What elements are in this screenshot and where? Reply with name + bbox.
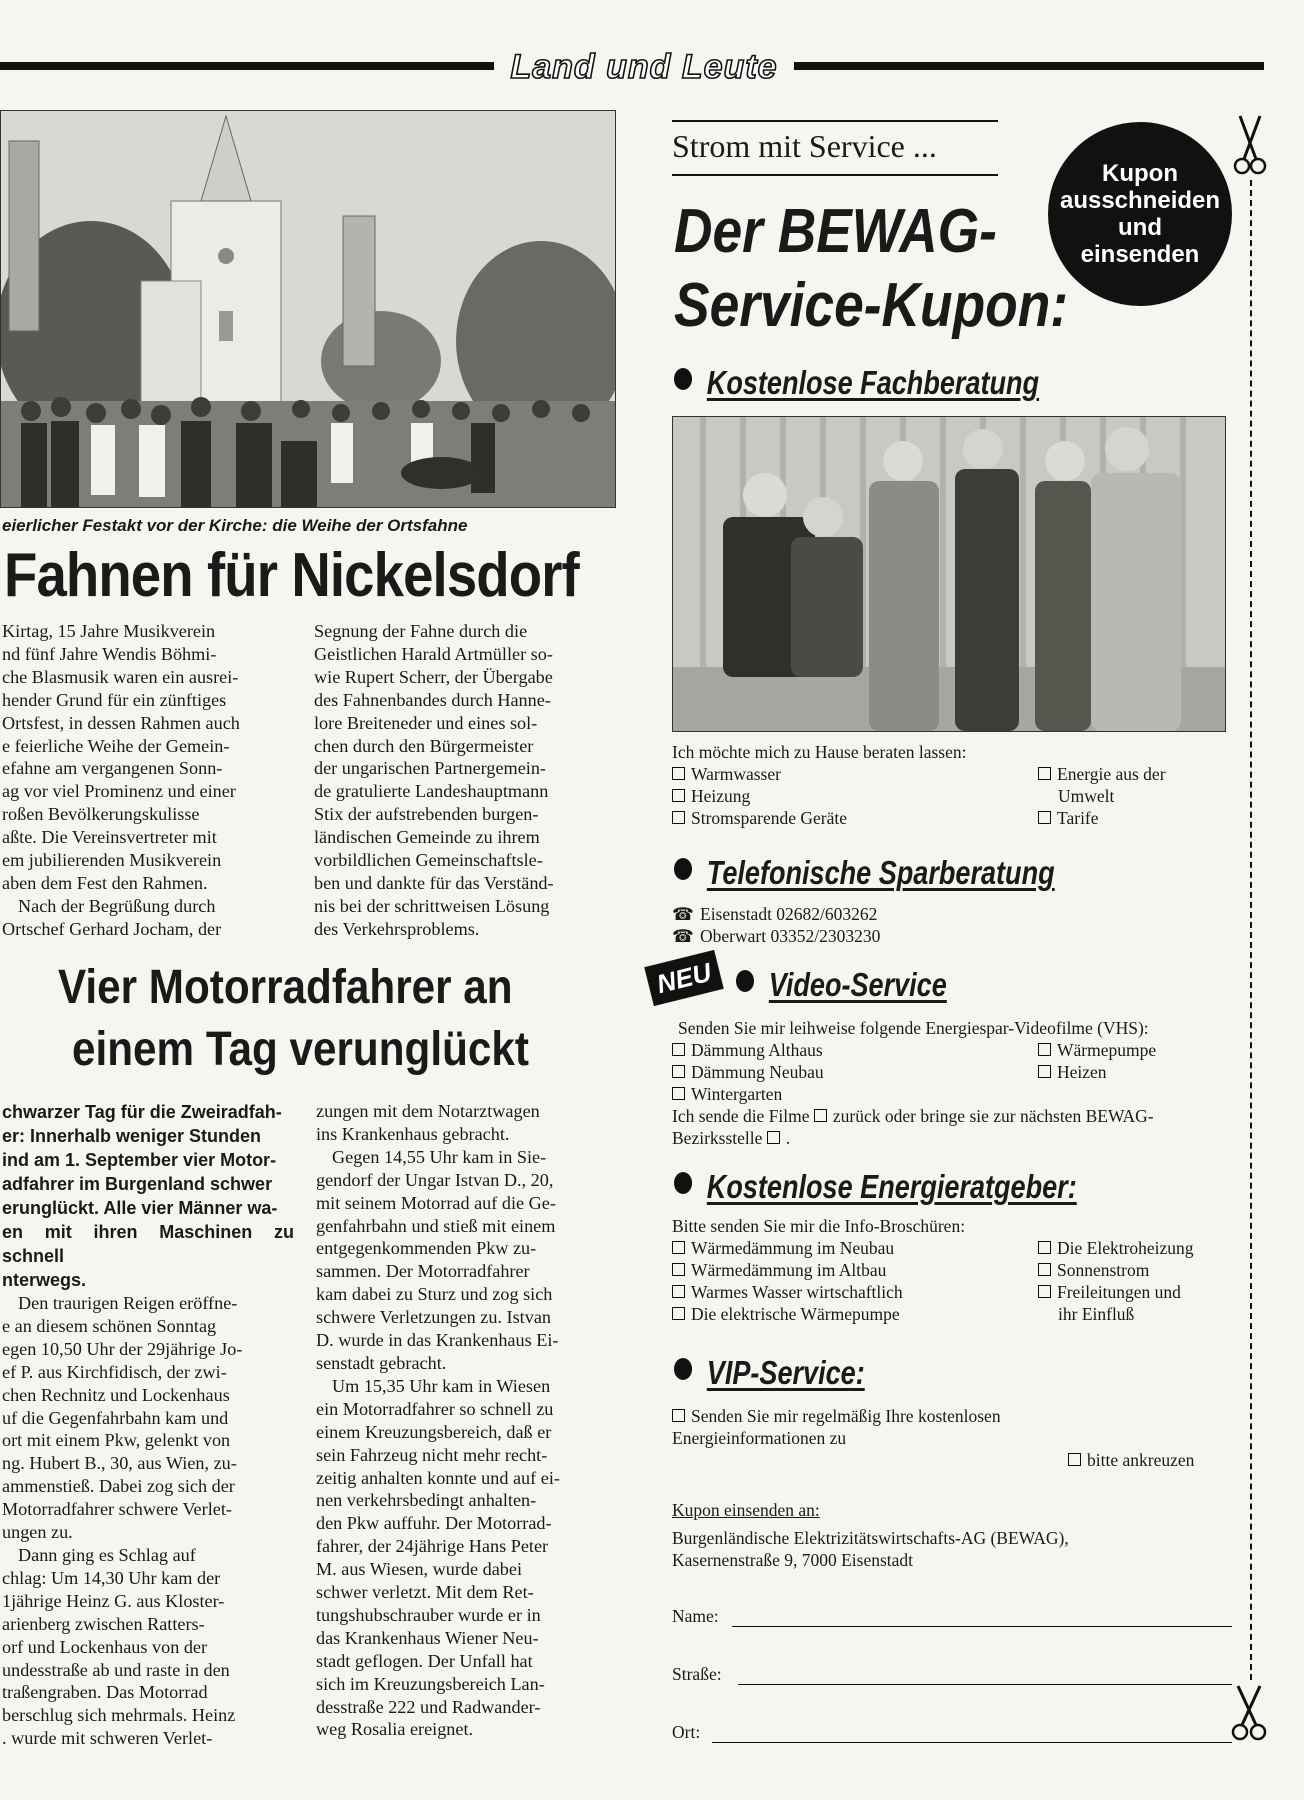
text-line: Den traurigen Reigen eröffne- — [18, 1293, 238, 1313]
text-line: ag vor viel Prominenz und einer — [2, 781, 236, 802]
text-line: ammenstieß. Dabei zog sich der — [2, 1476, 235, 1497]
tick-hint — [1068, 1450, 1194, 1472]
article1-col2 — [314, 620, 616, 942]
text-line: Ortschef Gerhard Jocham, der — [2, 918, 222, 939]
cutout-badge — [1048, 122, 1232, 306]
article2-col1 — [2, 1100, 294, 1750]
checkbox-icon[interactable] — [1038, 1285, 1051, 1298]
church-ceremony-photo — [0, 110, 616, 508]
text-line: ng. Hubert B., 30, aus Wien, zu- — [2, 1453, 237, 1474]
text-line: Segnung der Fahne durch die — [314, 621, 528, 641]
vip-option-cont: Energieinformationen zu — [672, 1428, 847, 1448]
text-line: che Blasmusik waren ein ausrei- — [2, 666, 239, 687]
text-line: aben dem Fest den Rahmen. — [2, 872, 208, 893]
checkbox-icon[interactable] — [1038, 811, 1051, 824]
checkbox-icon[interactable] — [672, 1409, 685, 1422]
checkbox-icon[interactable] — [767, 1131, 780, 1144]
checkbox-icon[interactable] — [1038, 1043, 1051, 1056]
phone-icon: ☎ — [672, 926, 694, 946]
option-label: Senden Sie mir regelmäßig Ihre kostenlosen — [691, 1406, 1001, 1426]
bullet-icon — [674, 858, 692, 880]
text-line: roßen Bevölkerungskulisse — [2, 804, 200, 825]
vip-option[interactable] — [672, 1406, 1001, 1428]
team-photo — [672, 416, 1226, 732]
text-line: 1jährige Heinz G. aus Kloster- — [2, 1590, 225, 1611]
text-line: ein Motorradfahrer so schnell zu — [316, 1398, 554, 1419]
option-label: Wintergarten — [691, 1084, 783, 1104]
option-label: Wärmepumpe — [1057, 1040, 1157, 1060]
text-line: des Fahnenbandes durch Hanne- — [314, 689, 551, 710]
text-line: nd fünf Jahre Wendis Böhmi- — [2, 643, 217, 664]
checkbox-icon[interactable] — [672, 789, 685, 802]
scissors-icon — [1230, 112, 1270, 176]
return-text: . — [785, 1128, 791, 1148]
phone-icon: ☎ — [672, 904, 694, 924]
text-line: lore Breiteneder und eines sol- — [314, 712, 538, 733]
text-line: nis bei der schrittweisen Lösung — [314, 895, 550, 916]
checkbox-icon[interactable] — [672, 767, 685, 780]
video-return-line2 — [672, 1128, 790, 1150]
option-label: Dämmung Neubau — [691, 1062, 824, 1082]
name-label: Name: — [672, 1606, 719, 1626]
street-field[interactable] — [738, 1684, 1232, 1685]
return-text: zurück oder bringe sie zur nächsten BEWAG- — [832, 1106, 1154, 1126]
badge-line: einsenden — [1080, 241, 1200, 268]
text-line: . wurde mit schweren Verlet- — [2, 1728, 213, 1749]
checkbox-icon[interactable] — [672, 1285, 685, 1298]
text-line: vorbildlichen Gemeinschaftsle- — [314, 850, 543, 871]
text-line: sammen. Der Motorradfahrer — [316, 1261, 530, 1282]
section-fachberatung-heading — [674, 364, 1039, 402]
option-label: Warmwasser — [691, 764, 781, 784]
text-line: em jubilierenden Musikverein — [2, 850, 222, 871]
text-line: schwer verletzt. Mit dem Ret- — [316, 1582, 534, 1603]
city-field[interactable] — [712, 1742, 1232, 1743]
text-line: chen durch den Bürgermeister — [314, 735, 534, 756]
text-line: aßte. Die Vereinsvertreter mit — [2, 827, 217, 848]
heading-text: Kostenlose Energieratgeber: — [706, 1168, 1077, 1205]
article1-col1 — [2, 620, 292, 942]
option-stromsparende-geraete[interactable] — [672, 808, 847, 830]
text-line: wie Rupert Scherr, der Übergabe — [314, 666, 553, 687]
badge-line: Kupon — [1102, 160, 1178, 187]
checkbox-icon[interactable] — [672, 1263, 685, 1276]
text-line: genfahrbahn und stieß mit einem — [316, 1215, 556, 1236]
lead-line: erunglückt. Alle vier Männer wa- — [2, 1198, 278, 1218]
text-line: de gratulierte Landeshauptmann — [314, 781, 549, 802]
article2-lead — [2, 1100, 294, 1292]
checkbox-icon[interactable] — [1038, 1065, 1051, 1078]
option-label: Dämmung Althaus — [691, 1040, 823, 1060]
text-line: fahrer, der 24jährige Hans Peter — [316, 1536, 549, 1557]
text-line: ef P. aus Kirchfidisch, der zwi- — [2, 1361, 227, 1382]
option-waermedaemmung-neubau[interactable] — [672, 1238, 894, 1260]
option-freileitungen[interactable] — [1038, 1282, 1181, 1304]
option-warmes-wasser[interactable] — [672, 1282, 903, 1304]
option-waermedaemmung-altbau[interactable] — [672, 1260, 886, 1282]
scissors-icon — [1228, 1680, 1272, 1744]
text-line: sich im Kreuzungsbereich Lan- — [316, 1673, 545, 1694]
name-field[interactable] — [732, 1626, 1232, 1627]
text-line: nen verkehrsbedingt anhalten- — [316, 1490, 537, 1511]
text-line: orf und Lockenhaus von der — [2, 1636, 208, 1657]
section-energieratgeber-heading — [674, 1168, 1077, 1206]
lead-line: en mit ihren Maschinen zu schnell — [2, 1222, 294, 1266]
section-title: Land und Leute — [510, 48, 778, 86]
coupon-kicker: Strom mit Service ... — [672, 128, 937, 164]
option-elektrische-waermepumpe[interactable] — [672, 1304, 900, 1326]
text-line: kam dabei zu Sturz und zog sich — [316, 1284, 553, 1305]
phone-eisenstadt[interactable] — [672, 904, 877, 926]
text-line: den Pkw auffuhr. Der Motorrad- — [316, 1513, 552, 1534]
checkbox-icon[interactable] — [814, 1109, 827, 1122]
checkbox-icon[interactable] — [1038, 767, 1051, 780]
street-label: Straße: — [672, 1664, 722, 1684]
text-line: Um 15,35 Uhr kam in Wiesen — [332, 1375, 551, 1396]
text-line: zeitig anhalten konnte und auf ei- — [316, 1467, 560, 1488]
phone-oberwart[interactable] — [672, 926, 880, 948]
text-line: Dann ging es Schlag auf — [18, 1544, 196, 1565]
article2-headline-line2: einem Tag verunglückt — [72, 1023, 529, 1076]
text-line: Gegen 14,55 Uhr kam in Sie- — [332, 1146, 547, 1167]
option-label: Sonnenstrom — [1057, 1260, 1150, 1280]
coupon-title-line1: Der BEWAG- — [674, 197, 997, 266]
text-line: D. wurde in das Krankenhaus Ei- — [316, 1330, 559, 1351]
text-line: Nach der Begrüßung durch — [18, 895, 216, 916]
phone-number: Eisenstadt 02682/603262 — [700, 904, 878, 924]
city-label: Ort: — [672, 1722, 701, 1742]
checkbox-icon[interactable] — [672, 1043, 685, 1056]
cut-line — [1250, 180, 1252, 1680]
text-line: das Krankenhaus Wiener Neu- — [316, 1627, 539, 1648]
address-line2: Kasernenstraße 9, 7000 Eisenstadt — [672, 1550, 914, 1570]
option-label: Die Elektroheizung — [1057, 1238, 1194, 1258]
option-elektroheizung[interactable] — [1038, 1238, 1194, 1260]
article1-headline: Fahnen für Nickelsdorf — [4, 541, 579, 610]
text-line: berschlug sich mehrmals. Heinz — [2, 1705, 236, 1726]
text-line: ungen zu. — [2, 1522, 73, 1543]
coupon-title-line2: Service-Kupon: — [674, 271, 1069, 340]
text-line: undesstraße ab und raste in den — [2, 1659, 230, 1680]
lead-line: ind am 1. September vier Motor- — [2, 1150, 277, 1170]
section-sparberatung-heading — [674, 854, 1055, 892]
option-label: Tarife — [1057, 808, 1099, 828]
option-heizung[interactable] — [672, 786, 750, 808]
text-line: uf die Gegenfahrbahn kam und — [2, 1407, 229, 1428]
option-label: Die elektrische Wärmepumpe — [691, 1304, 900, 1324]
text-line: arienberg zwischen Ratters- — [2, 1613, 205, 1634]
text-line: desstraße 222 und Radwander- — [316, 1696, 541, 1717]
text-line: Motorradfahrer schwere Verlet- — [2, 1499, 232, 1520]
option-label: Warmes Wasser wirtschaftlich — [691, 1282, 903, 1302]
text-line: Kirtag, 15 Jahre Musikverein — [2, 621, 216, 641]
checkbox-icon[interactable] — [1038, 1241, 1051, 1254]
option-label: Wärmedämmung im Neubau — [691, 1238, 895, 1258]
energieratgeber-intro: Bitte senden Sie mir die Info-Broschüren: — [672, 1216, 966, 1236]
fachberatung-intro: Ich möchte mich zu Hause beraten lassen: — [672, 742, 967, 762]
lead-line: nterwegs. — [2, 1270, 87, 1290]
checkbox-icon[interactable] — [672, 1087, 685, 1100]
text-line: tungshubschrauber wurde er in — [316, 1604, 541, 1625]
heading-text: Kostenlose Fachberatung — [706, 364, 1040, 401]
heading-text: Telefonische Sparberatung — [706, 854, 1055, 891]
kicker-rule-bottom — [672, 174, 998, 176]
return-text: Bezirksstelle — [672, 1128, 763, 1148]
section-vip-heading — [674, 1354, 865, 1392]
option-waermepumpe[interactable] — [1038, 1040, 1156, 1062]
return-text: Ich sende die Filme — [672, 1106, 810, 1126]
option-label: Freileitungen und — [1057, 1282, 1181, 1302]
text-line: senstadt gebracht. — [316, 1352, 447, 1373]
bullet-icon — [674, 1358, 692, 1380]
text-line: chlag: Um 14,30 Uhr kam der — [2, 1567, 221, 1588]
heading-text: Video-Service — [768, 966, 947, 1003]
bullet-icon — [674, 1172, 692, 1194]
article2-headline-line1: Vier Motorradfahrer an — [58, 961, 513, 1014]
text-line: ben und dankte für das Verständ- — [314, 872, 554, 893]
bullet-icon — [674, 368, 692, 390]
hint-label: bitte ankreuzen — [1087, 1450, 1195, 1470]
lead-line: adfahrer im Burgenland schwer — [2, 1174, 273, 1194]
text-line: e feierliche Weihe der Gemein- — [2, 735, 230, 756]
checkbox-icon[interactable] — [1038, 1263, 1051, 1276]
photo1-caption: eierlicher Festakt vor der Kirche: die Weihe der Ortsfahne — [2, 516, 468, 535]
bullet-icon — [736, 970, 754, 992]
option-energie-umwelt[interactable] — [1038, 764, 1166, 786]
checkbox-icon[interactable] — [672, 1065, 685, 1078]
text-line: M. aus Wiesen, wurde dabei — [316, 1559, 523, 1580]
text-line: sein Fahrzeug nicht mehr recht- — [316, 1444, 548, 1465]
kicker-rule-top — [672, 120, 998, 122]
option-label: Energie aus der — [1057, 764, 1166, 784]
text-line: gendorf der Ungar Istvan D., 20, — [316, 1169, 554, 1190]
header-rule-right — [794, 62, 1264, 70]
checkbox-icon[interactable] — [1068, 1453, 1081, 1466]
text-line: zungen mit dem Notarztwagen — [316, 1101, 540, 1121]
option-wintergarten[interactable] — [672, 1084, 782, 1106]
text-line: Geistlichen Harald Artmüller so- — [314, 643, 553, 664]
option-sonnenstrom[interactable] — [1038, 1260, 1149, 1282]
text-line: weg Rosalia ereignet. — [316, 1719, 474, 1740]
option-warmwasser[interactable] — [672, 764, 781, 786]
option-label: Wärmedämmung im Altbau — [691, 1260, 887, 1280]
lead-line: er: Innerhalb weniger Stunden — [2, 1126, 262, 1146]
video-return-line — [672, 1106, 1154, 1128]
text-line: schwere Verletzungen zu. Istvan — [316, 1307, 551, 1328]
section-video-heading — [736, 966, 947, 1004]
option-daemmung-neubau[interactable] — [672, 1062, 824, 1084]
text-line: einem Kreuzungsbereich, daß er — [316, 1421, 552, 1442]
text-line: Stix der aufstrebenden burgen- — [314, 804, 539, 825]
option-label: Heizen — [1057, 1062, 1107, 1082]
option-label: Stromsparende Geräte — [691, 808, 847, 828]
option-tarife[interactable] — [1038, 808, 1099, 830]
option-daemmung-althaus[interactable] — [672, 1040, 823, 1062]
text-line: des Verkehrsproblems. — [314, 918, 480, 939]
checkbox-icon[interactable] — [672, 811, 685, 824]
address-line1: Burgenländische Elektrizitätswirtschafts-AG (BEWAG), — [672, 1528, 1069, 1548]
text-line: traßengraben. Das Motorrad — [2, 1682, 208, 1703]
text-line: ort mit einem Pkw, gelenkt von — [2, 1430, 231, 1451]
text-line: ländischen Gemeinde zu ihrem — [314, 827, 540, 848]
badge-line: und — [1118, 214, 1162, 241]
option-heizen[interactable] — [1038, 1062, 1107, 1084]
text-line: entgegenkommenden Pkw zu- — [316, 1238, 537, 1259]
video-intro: Senden Sie mir leihweise folgende Energiespar-Videofilme (VHS): — [678, 1018, 1149, 1038]
option-label: Heizung — [691, 786, 751, 806]
badge-line: ausschneiden — [1059, 187, 1221, 214]
article2-col2 — [316, 1100, 616, 1750]
option-energie-umwelt-cont: Umwelt — [1058, 786, 1115, 806]
text-line: efahne am vergangenen Sonn- — [2, 758, 223, 779]
option-freileitungen-cont: ihr Einfluß — [1058, 1304, 1135, 1324]
lead-line: chwarzer Tag für die Zweiradfah- — [2, 1102, 282, 1122]
new-badge: NEU — [644, 950, 724, 1006]
text-line: ins Krankenhaus gebracht. — [316, 1123, 510, 1144]
text-line: hender Grund für ein zünftiges — [2, 689, 227, 710]
text-line: stadt geflogen. Der Unfall hat — [316, 1650, 533, 1671]
address-label: Kupon einsenden an: — [672, 1500, 820, 1520]
text-line: der ungarischen Partnergemein- — [314, 758, 546, 779]
text-line: Ortsfest, in dessen Rahmen auch — [2, 712, 240, 733]
header-rule-left — [0, 62, 494, 70]
checkbox-icon[interactable] — [672, 1241, 685, 1254]
text-line: e an diesem schönen Sonntag — [2, 1315, 217, 1336]
checkbox-icon[interactable] — [672, 1307, 685, 1320]
heading-text: VIP-Service: — [706, 1354, 865, 1391]
text-line: egen 10,50 Uhr der 29jährige Jo- — [2, 1338, 243, 1359]
text-line: chen Rechnitz und Lockenhaus — [2, 1384, 230, 1405]
phone-number: Oberwart 03352/2303230 — [700, 926, 881, 946]
text-line: mit seinem Motorrad auf die Ge- — [316, 1192, 556, 1213]
